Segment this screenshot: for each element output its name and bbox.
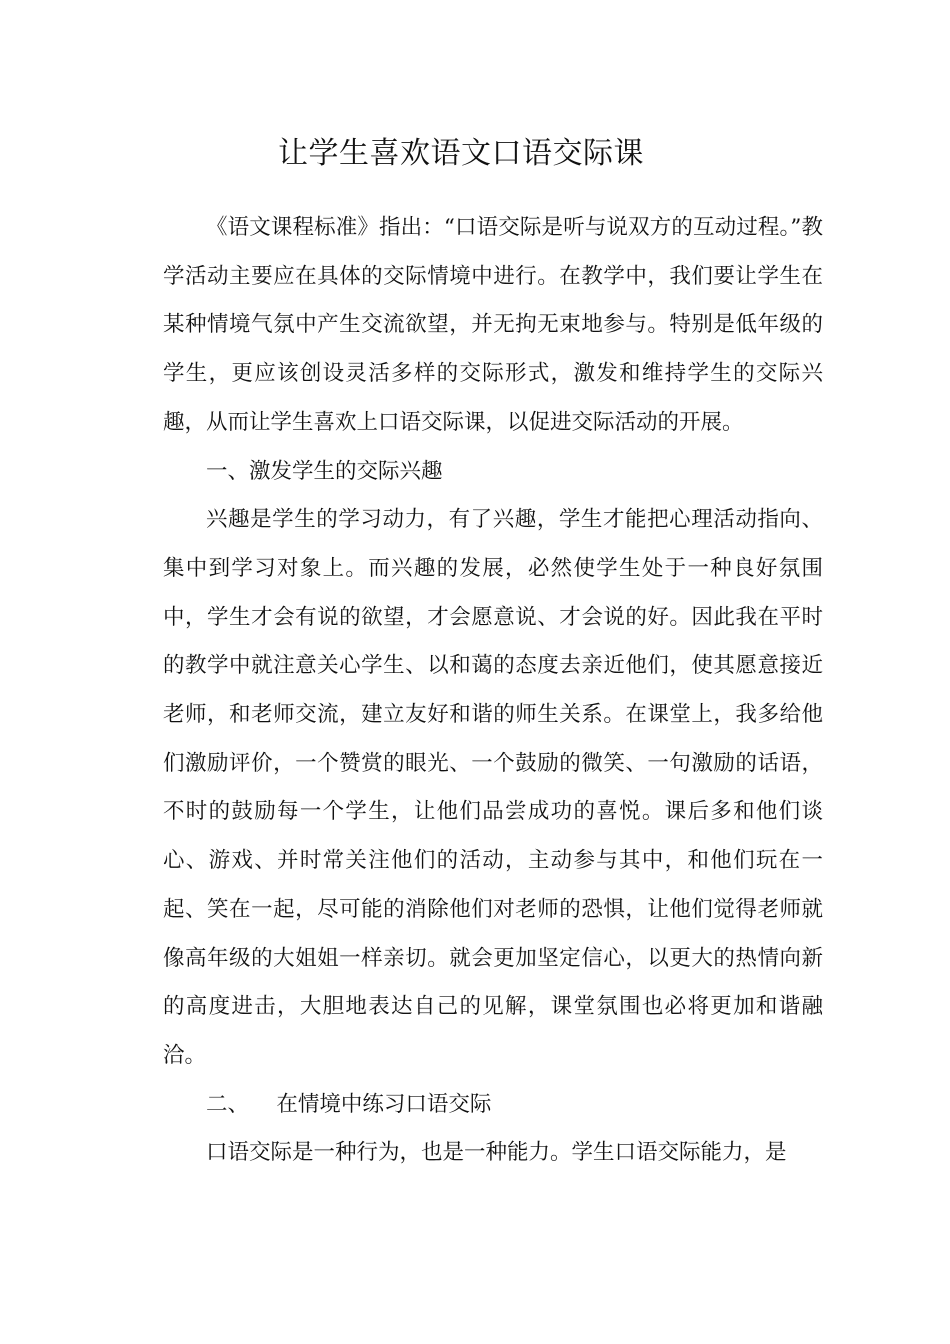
document-title: 让学生喜欢语文口语交际课 bbox=[278, 136, 644, 171]
section-1-heading: 一、激发学生的交际兴趣 bbox=[206, 458, 443, 484]
section-2-paragraph: 口语交际是一种行为，也是一种能力。学生口语交际能力，是 bbox=[206, 1140, 787, 1166]
section-2-heading: 二、 在情境中练习口语交际 bbox=[206, 1091, 492, 1117]
section-1-paragraph: 兴趣是学生的学习动力，有了兴趣，学生才能把心理活动指向、集中到学习对象上。而兴趣的发展，必然使学生处于一种良好氛围中，学生才会有说的欲望，才会愿意说、才会说的好。因此我在平时的教学中就注意关心学生、以和蔼的态度去亲近他们，使其愿意接近老师，和老师交流，建立友好和谐的师生关系。在课堂上，我多给他们激励评价，一个赞赏的眼光、一个鼓励的微笑、一句激励的话语，不时的鼓励每一个学生，让他们品尝成功的喜悦。课后多和他们谈心、游戏、并时常关注他们的活动，主动参与其中，和他们玩在一起、笑在一起，尽可能的消除他们对老师的恐惧，让他们觉得老师就像高年级的大姐姐一样亲切。就会更加坚定信心，以更大的热情向新的高度进击，大胆地表达自己的见解，课堂氛围也必将更加和谐融洽。 bbox=[163, 507, 823, 1068]
document-body bbox=[163, 204, 823, 1178]
intro-paragraph: 《语文课程标准》指出：“口语交际是听与说双方的互动过程。”教学活动主要应在具体的交际情境中进行。在教学中，我们要让学生在某种情境气氛中产生交流欲望，并无拘无束地参与。特别是低年级的学生，更应该创设灵活多样的交际形式，激发和维持学生的交际兴趣，从而让学生喜欢上口语交际课，以促进交际活动的开展。 bbox=[163, 215, 823, 435]
